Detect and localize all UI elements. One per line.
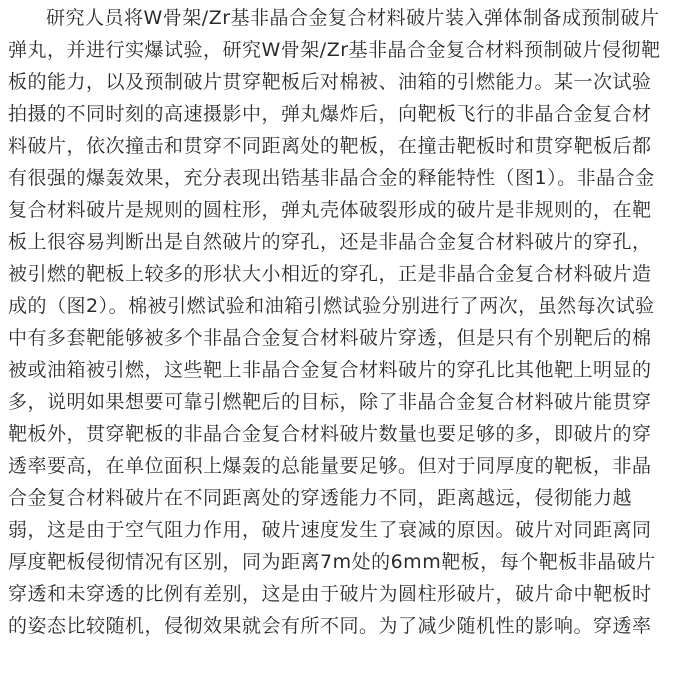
text-line: 靶板外，贯穿靶板的非晶合金复合材料破片数量也要足够的多，即破片的穿	[8, 423, 652, 445]
text-line: 有很强的爆轰效果，充分表现出锆基非晶合金的释能特性（图1）。非晶合金	[8, 167, 655, 189]
text-line: 板的能力，以及预制破片贯穿靶板后对棉被、油箱的引燃能力。某一次试验	[8, 71, 652, 93]
document-page	[8, 2, 688, 642]
text-line: 弹丸，并进行实爆试验，研究W骨架/Zr基非晶合金复合材料预制破片侵彻靶	[8, 39, 661, 61]
text-line: 的姿态比较随机，侵彻效果就会有所不同。为了减少随机性的影响。穿透率	[8, 615, 652, 637]
text-line: 拍摄的不同时刻的高速摄影中，弹丸爆炸后，向靶板飞行的非晶合金复合材	[8, 103, 652, 125]
text-line: 合金复合材料破片在不同距离处的穿透能力不同，距离越远，侵彻能力越	[8, 487, 633, 509]
text-line: 被或油箱被引燃，这些靶上非晶合金复合材料破片的穿孔比其他靶上明显的	[8, 359, 652, 381]
text-line: 成的（图2）。棉被引燃试验和油箱引燃试验分别进行了两次，虽然每次试验	[8, 295, 655, 317]
text-line: 弱，这是由于空气阻力作用，破片速度发生了衰减的原因。破片对同距离同	[8, 519, 652, 541]
text-line: 穿透和未穿透的比例有差别，这是由于破片为圆柱形破片，破片命中靶板时	[8, 583, 652, 605]
text-line: 多，说明如果想要可靠引燃靶后的目标，除了非晶合金复合材料破片能贯穿	[8, 391, 652, 413]
body-paragraph	[8, 2, 688, 642]
text-line: 透率要高，在单位面积上爆轰的总能量要足够。但对于同厚度的靶板，非晶	[8, 455, 652, 477]
text-line: 料破片，依次撞击和贯穿不同距离处的靶板，在撞击靶板时和贯穿靶板后都	[8, 135, 652, 157]
text-line: 研究人员将W骨架/Zr基非晶合金复合材料破片装入弹体制备成预制破片	[46, 7, 660, 29]
text-line: 复合材料破片是规则的圆柱形，弹丸壳体破裂形成的破片是非规则的，在靶	[8, 199, 652, 221]
text-line: 板上很容易判断出是自然破片的穿孔，还是非晶合金复合材料破片的穿孔，	[8, 231, 652, 253]
text-line: 厚度靶板侵彻情况有区别，同为距离7m处的6mm靶板，每个靶板非晶破片	[8, 551, 656, 573]
text-line: 中有多套靶能够被多个非晶合金复合材料破片穿透，但是只有个别靶后的棉	[8, 327, 652, 349]
text-line: 被引燃的靶板上较多的形状大小相近的穿孔，正是非晶合金复合材料破片造	[8, 263, 652, 285]
